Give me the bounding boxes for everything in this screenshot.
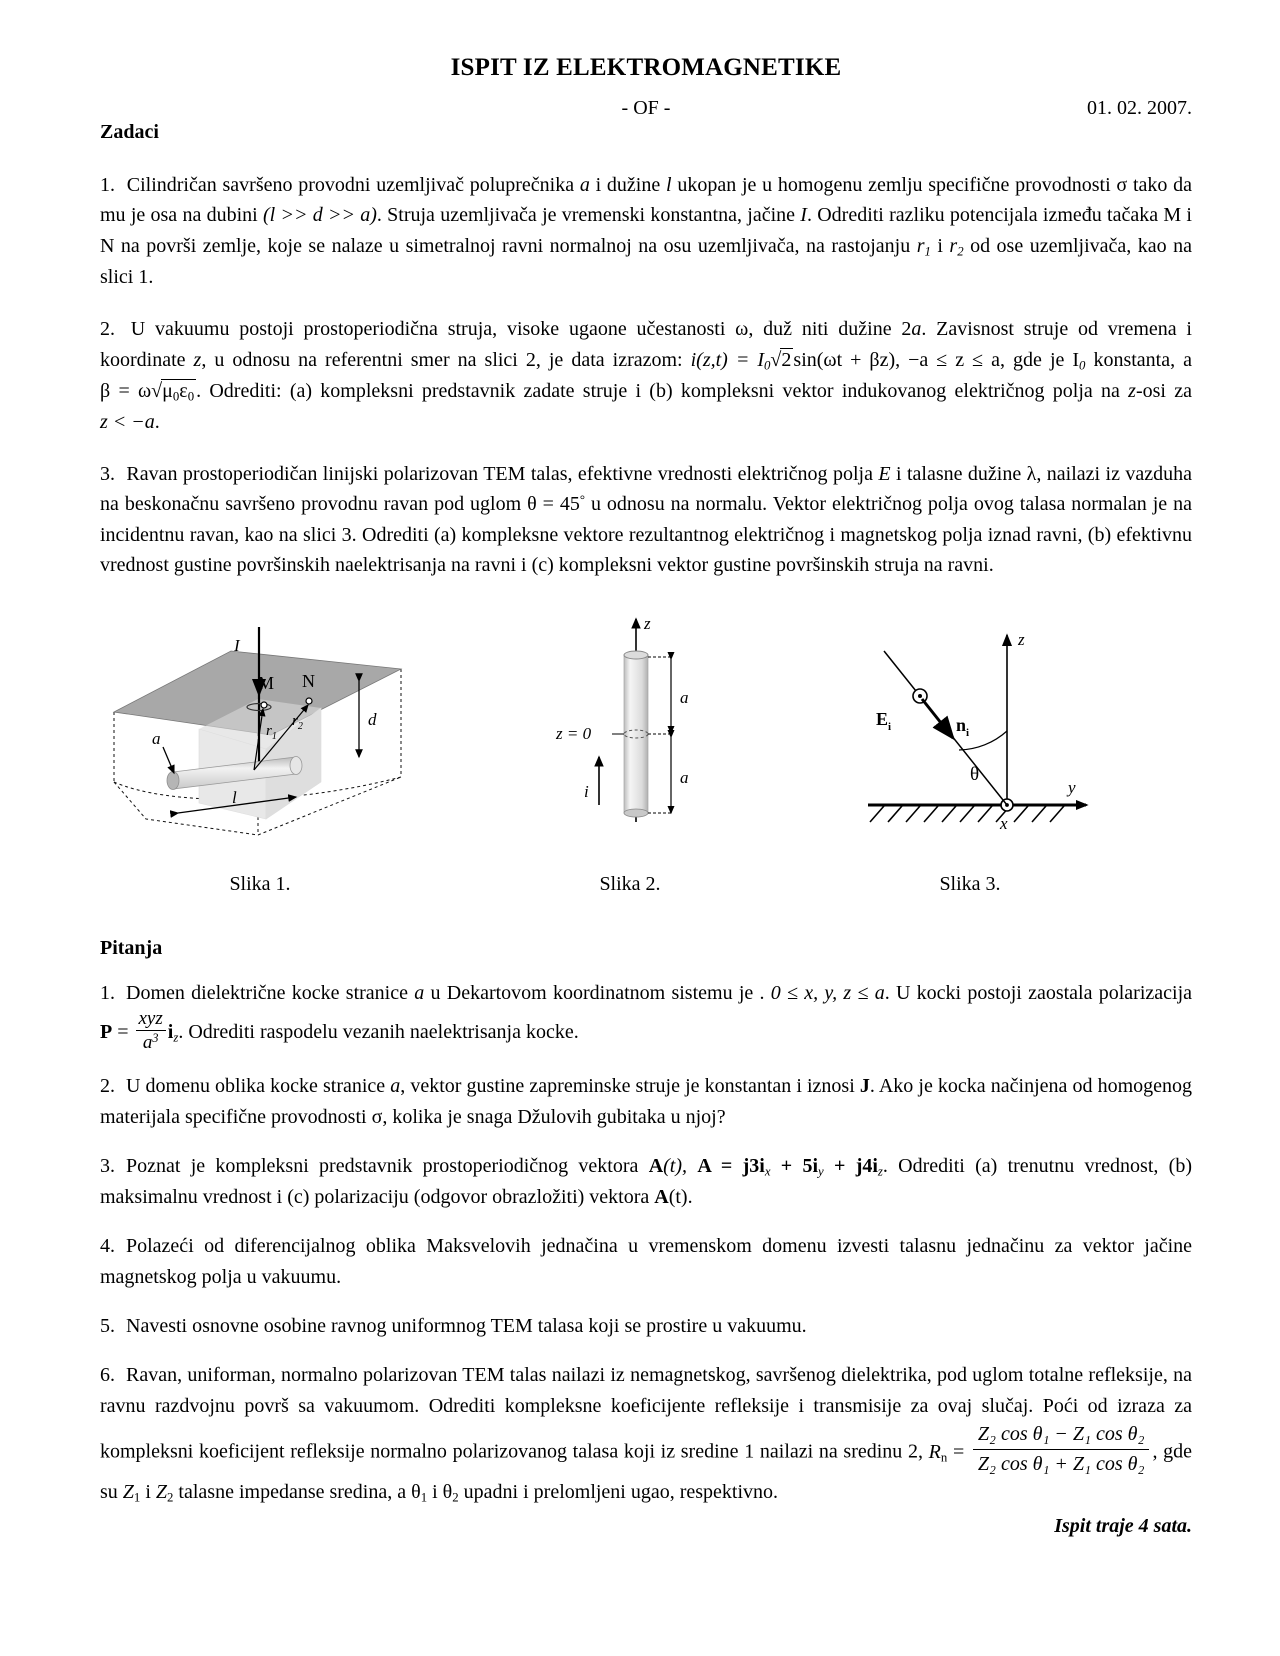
task-2-var-z: z [193, 348, 202, 371]
figure-1-point-N-dot [306, 698, 312, 704]
task-1-text-f: . Odrediti razliku potencijala između tačaka M i N na površi zemlje, koje se nalaze u simetralnoj ravni normalnoj na osu uzemljivača, na rastojanju [100, 204, 1192, 257]
task-2-range: , −a ≤ z ≤ a [895, 348, 1001, 371]
question-3-number: 3. [100, 1154, 115, 1177]
question-2-sigma: σ [371, 1105, 383, 1128]
question-6-text-f: upadni i prelomljeni ugao, respektivno. [458, 1480, 779, 1503]
question-6-Z2: $Z_2$ [155, 1480, 174, 1505]
figure-2-svg [540, 607, 730, 842]
figure-3-caption: Slika 3. [939, 872, 1001, 895]
figure-1-label-I: I [234, 635, 240, 655]
question-6-number: 6. [100, 1363, 115, 1386]
question-2-text-c: . Ako je kocka načinjena od homogenog materijala specifične provodnosti [100, 1074, 1193, 1128]
figure-1-label-r1: $r_1$ [266, 722, 277, 742]
question-6-text-d: talasne impedanse sredina, a [173, 1480, 412, 1503]
questions-heading: Pitanja [100, 936, 163, 959]
question-2-text-d: , kolika je snaga Džulovih gubitaka u njoj? [382, 1105, 726, 1128]
task-1-sigma: σ [1116, 174, 1128, 196]
figure-1-caption: Slika 1. [229, 872, 291, 895]
figure-1-label-r2: $r_2$ [292, 712, 303, 732]
question-6-text-e: i [427, 1480, 443, 1503]
task-1-text-g: i [930, 234, 950, 257]
task-2-beta-formula: $\beta = \omega√\mu_0\varepsilon_0$ [100, 379, 195, 404]
question-6-theta2: $\theta_2$ [442, 1480, 459, 1505]
figure-2-label-z: z [644, 613, 651, 633]
question-6 [100, 1360, 1192, 1508]
figure-1-label-M: M [258, 672, 275, 693]
question-5 [100, 1311, 1192, 1342]
task-1-var-a: a [579, 174, 590, 196]
task-3-number: 3. [100, 463, 115, 485]
task-2-omega: ω [735, 318, 749, 341]
question-3-vector-A: A [648, 1154, 664, 1177]
question-2-number: 2. [100, 1074, 115, 1097]
task-2-text-h: -osi za [1135, 379, 1192, 402]
task-2-z-axis: z [1128, 379, 1136, 402]
task-2-formula: $i(z,t) = I_0√2$ sin(ωt + βz) [690, 348, 896, 373]
question-1-text-d: . Odrediti raspodelu vezanih naelektrisanja kocke. [178, 1020, 579, 1043]
question-2-var-a: a [390, 1074, 401, 1097]
task-3-text-c: , nailazi iz vazduha na beskonačnu savršeno provodnu ravan pod uglom [100, 463, 1192, 516]
task-3 [100, 459, 1192, 581]
question-1-polarization-formula: P = $\frac{\text{xyz}}{a^3}$ $i_z$ [100, 1007, 179, 1053]
task-1-r1: $r_1$ [916, 234, 931, 259]
task-3-theta-value: θ = 45° [527, 493, 586, 516]
question-6-text-a: Ravan, uniforman, normalno polarizovan TEM talas nailazi iz nemagnetskog, savršenog dielektrika, pod uglom totalne refleksije, na ravnu razdvojnu površ sa vakuumom. Odrediti kompleksne koeficijente refleksije i transmisije za ovaj slučaj. Poći od izraza za kompleksni koeficijent refleksije normalno polarizovanog talasa koji iz sredine 1 nailazi na sredinu 2, [100, 1363, 1192, 1463]
question-1-text-c: . U kocki postoji zaostala polarizacija [884, 981, 1193, 1004]
figure-2-label-origin: z = 0 [556, 723, 592, 743]
question-2-text-a: U domenu oblika kocke stranice [126, 1074, 391, 1097]
task-2-text-d: , u odnosu na referentni smer na slici 2, je data izrazom: [201, 348, 683, 371]
task-2-text-g: . Odrediti: (a) kompleksni predstavnik zadate struje i (b) kompleksni vektor indukovanog električnog polja na [196, 379, 1129, 402]
task-1-text-a: Cilindričan savršeno provodni uzemljivač poluprečnika [126, 174, 580, 196]
task-1-var-l: l [666, 174, 672, 196]
question-5-text: Navesti osnovne osobine ravnog uniformnog TEM talasa koji se prostire u vakuumu. [126, 1314, 807, 1337]
figure-slika-3 [840, 607, 1090, 847]
task-3-text-d: u odnosu na normalu. Vektor električnog polja ovog talasa normalan je na incidentnu ravan, kao na slici 3. Odrediti (a) kompleksne vektore rezultantnog električnog i magnetskog polja iznad ravni, (b) efektivnu vrednost gustine površinskih naelektrisanja na ravni i (c) kompleksni vektor gustine površinskih struja na ravni. [100, 493, 1193, 577]
question-3-text-b: (t), [663, 1154, 698, 1177]
question-6-theta1: $\theta_1$ [411, 1480, 428, 1505]
question-6-text-b: , gde su [100, 1440, 1192, 1503]
task-2-number: 2. [100, 318, 115, 341]
tasks-heading: Zadaci [100, 121, 159, 143]
task-3-var-E: E [878, 463, 891, 485]
question-6-reflection-formula: $R_n$ = $\frac{\text{Z₂ cos θ₁ − Z₁ cos θ₂}}{\text{Z₂ cos θ₁ + Z₁ cos θ₂}}$ [929, 1441, 1153, 1463]
figure-1-label-l: l [232, 787, 237, 807]
figure-2-label-a-lower: a [680, 767, 689, 787]
task-1-r2: $r_2$ [949, 234, 964, 259]
figure-3-label-E: $E_i$ [876, 708, 892, 733]
question-3 [100, 1151, 1192, 1213]
figure-3-label-x: x [1000, 813, 1008, 833]
task-1-text-h: od ose uzemljivača, kao na slici 1. [100, 234, 1193, 288]
task-2-condition: z < −a [100, 410, 155, 433]
task-1-text-c: ukopan je u homogenu zemlju specifične provodnosti [671, 174, 1117, 196]
figure-3-label-z: z [1018, 629, 1025, 649]
question-4-text: Polazeći od diferencijalnog oblika Maksvelovih jednačina u vremenskom domenu izvesti talasnu jednačinu za vektor jačine magnetskog polja u vakuumu. [100, 1234, 1192, 1288]
question-4-number: 4. [100, 1234, 115, 1257]
figure-2-caption: Slika 2. [599, 872, 661, 895]
question-1-number: 1. [100, 981, 115, 1004]
question-3-formula: $A = j3i_x + 5i_y + j4i_z$ [697, 1154, 883, 1179]
task-2-I0-sub: 0 [1079, 358, 1086, 373]
task-2-text-f: konstanta, a [1085, 348, 1192, 371]
task-3-text-b: i talasne dužine [890, 463, 1027, 485]
task-2-text-e: , gde je I [1000, 348, 1080, 371]
figure-1-label-N: N [302, 670, 315, 691]
question-6-text-c: i [140, 1480, 156, 1503]
task-3-text-a: Ravan prostoperiodičan linijski polarizovan TEM talas, efektivne vrednosti električnog polja [126, 463, 879, 485]
task-2 [100, 314, 1192, 437]
figure-captions-row [100, 873, 1192, 907]
question-1-text-a: Domen dielektrične kocke stranice [126, 981, 415, 1004]
question-2 [100, 1071, 1192, 1133]
task-1 [100, 170, 1192, 292]
question-2-text-b: , vektor gustine zapreminske struje je konstantan i iznosi [400, 1074, 860, 1097]
question-5-number: 5. [100, 1314, 115, 1337]
task-2-text-a: U vakuumu postoji prostoperiodična struja, visoke ugaone učestanosti [130, 318, 736, 341]
figure-3-svg [840, 607, 1090, 842]
task-2-text-c: . Zavisnost struje od vremena i koordinate [100, 318, 1192, 371]
task-2-var-a: a [911, 318, 922, 341]
course-code: - OF - [621, 97, 671, 119]
task-1-text-b: i dužine [589, 174, 666, 196]
exam-duration-note: Ispit traje 4 sata. [1054, 1515, 1192, 1537]
figure-3-label-theta: θ [970, 763, 980, 785]
question-1 [100, 978, 1192, 1053]
figure-1-label-a: a [152, 728, 161, 748]
task-1-inequality: (l >> d >> a) [262, 204, 377, 227]
question-3-vector-A2: A [654, 1185, 669, 1208]
question-3-text-a: Poznat je kompleksni predstavnik prostoperiodičnog vektora [126, 1154, 649, 1177]
question-6-Z1: $Z_1$ [122, 1480, 141, 1505]
question-3-text-d: (t). [668, 1185, 693, 1208]
question-1-domain: 0 ≤ x, y, z ≤ a [770, 981, 885, 1004]
exam-date: 01. 02. 2007. [1087, 97, 1192, 119]
figure-1-point-M-dot [261, 702, 267, 708]
question-3-text-c: . Odrediti (a) trenutnu vrednost, (b) maksimalnu vrednost i (c) polarizaciju (odgovor obrazložiti) vektora [100, 1154, 1192, 1208]
task-1-var-I: I [800, 204, 807, 227]
task-1-text-e: . Struja uzemljivača je vremenski konstantna, jačine [376, 204, 801, 227]
task-1-text-d: tako da mu je osa na dubini [100, 174, 1193, 227]
figure-1-svg [106, 607, 406, 842]
task-2-text-b: , duž niti dužine 2 [748, 318, 912, 341]
figure-3-label-n: $n_i$ [956, 714, 970, 739]
figures-row [100, 607, 1192, 867]
subheader-row [100, 97, 1192, 127]
figure-3-label-y: y [1068, 777, 1076, 797]
question-2-var-J: J [859, 1074, 870, 1097]
figure-slika-1 [106, 607, 406, 847]
question-4 [100, 1231, 1192, 1293]
figure-1-label-d: d [368, 709, 377, 729]
page-title: ISPIT IZ ELEKTROMAGNETIKE [450, 54, 842, 81]
task-1-number: 1. [100, 174, 115, 196]
question-1-var-a: a [414, 981, 425, 1004]
task-2-text-i: . [154, 410, 160, 433]
figure-2-label-a-upper: a [680, 687, 689, 707]
figure-slika-2 [540, 607, 730, 847]
figure-2-label-i: i [584, 781, 589, 801]
task-3-lambda: λ [1026, 463, 1037, 485]
question-1-text-b: u Dekartovom koordinatnom sistemu je . [424, 981, 771, 1004]
